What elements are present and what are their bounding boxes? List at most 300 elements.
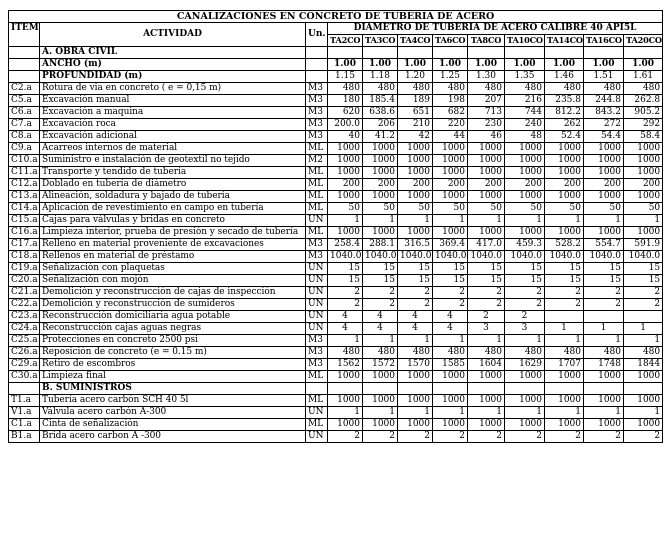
quantity-cell: 185.4 bbox=[363, 95, 398, 107]
quantity-cell: 4 bbox=[398, 311, 433, 323]
quantity-cell: 52.4 bbox=[545, 131, 584, 143]
quantity-cell: 2 bbox=[328, 287, 363, 299]
empty-cell bbox=[9, 383, 40, 395]
dimension-value: 1.35 bbox=[505, 71, 545, 83]
quantity-cell: 198 bbox=[433, 95, 468, 107]
item-code: C8.a bbox=[9, 131, 40, 143]
quantity-cell: 417.0 bbox=[468, 239, 505, 251]
quantity-cell: 1000 bbox=[505, 143, 545, 155]
table-row bbox=[9, 263, 663, 275]
quantity-cell: 2 bbox=[584, 431, 624, 443]
quantity-cell: 1000 bbox=[398, 143, 433, 155]
quantity-cell: 1000 bbox=[584, 191, 624, 203]
dimension-value: 1.00 bbox=[468, 59, 505, 71]
activity-description: Doblado en tubería de diámetro bbox=[40, 179, 306, 191]
quantity-cell: 1000 bbox=[398, 167, 433, 179]
table-row bbox=[9, 299, 663, 311]
activity-header: ACTIVIDAD bbox=[40, 23, 306, 47]
quantity-cell: 288.1 bbox=[363, 239, 398, 251]
quantity-cell: 180 bbox=[328, 95, 363, 107]
quantity-cell: 1000 bbox=[433, 371, 468, 383]
quantity-cell: 1707 bbox=[545, 359, 584, 371]
quantity-cell bbox=[624, 311, 663, 323]
quantity-cell: 15 bbox=[584, 263, 624, 275]
activity-description: Excavación adicional bbox=[40, 131, 306, 143]
diameter-code-header: TA10CO bbox=[505, 35, 545, 47]
quantity-cell: 1 bbox=[433, 335, 468, 347]
diameter-code-header: TA8CO bbox=[468, 35, 505, 47]
table-row bbox=[9, 407, 663, 419]
quantity-cell: 15 bbox=[545, 275, 584, 287]
quantity-cell: 1 bbox=[468, 335, 505, 347]
quantity-cell: 50 bbox=[584, 203, 624, 215]
quantity-cell: 1000 bbox=[433, 419, 468, 431]
activity-description: Protecciones en concreto 2500 psi bbox=[40, 335, 306, 347]
quantity-cell: 480 bbox=[624, 347, 663, 359]
quantity-cell: 1000 bbox=[328, 371, 363, 383]
item-code: C1.a bbox=[9, 419, 40, 431]
quantity-cell: 1000 bbox=[545, 143, 584, 155]
quantity-cell: 262.8 bbox=[624, 95, 663, 107]
dimension-value: 1.46 bbox=[545, 71, 584, 83]
quantity-cell: 713 bbox=[468, 107, 505, 119]
quantity-cell: 15 bbox=[433, 275, 468, 287]
quantity-cell: 42 bbox=[398, 131, 433, 143]
unit-cell: M2 bbox=[306, 155, 328, 167]
dimension-value: 1.30 bbox=[468, 71, 505, 83]
table-body bbox=[9, 47, 663, 443]
quantity-cell: 210 bbox=[398, 119, 433, 131]
quantity-cell: 1000 bbox=[624, 191, 663, 203]
unit-cell: ML bbox=[306, 203, 328, 215]
unit-cell: UN bbox=[306, 275, 328, 287]
quantity-cell: 1000 bbox=[545, 155, 584, 167]
quantity-cell: 1 bbox=[363, 335, 398, 347]
quantity-cell: 1040.0 bbox=[398, 251, 433, 263]
quantity-cell: 1000 bbox=[468, 227, 505, 239]
activity-description: Excavación roca bbox=[40, 119, 306, 131]
item-code: C15.a bbox=[9, 215, 40, 227]
table-row bbox=[9, 143, 663, 155]
table-row bbox=[9, 251, 663, 263]
quantity-cell: 1 bbox=[328, 215, 363, 227]
quantity-cell: 15 bbox=[624, 275, 663, 287]
quantity-cell: 244.8 bbox=[584, 95, 624, 107]
empty-cell bbox=[9, 47, 40, 59]
quantity-cell: 620 bbox=[328, 107, 363, 119]
quantity-cell: 1 bbox=[328, 335, 363, 347]
quantity-cell: 1000 bbox=[624, 371, 663, 383]
diameter-code-header: TA3CO bbox=[363, 35, 398, 47]
diameter-code-header: TA14CO bbox=[545, 35, 584, 47]
diameter-header: DIAMETRO DE TUBERIA DE ACERO CALIBRE 40 API5L bbox=[328, 23, 663, 35]
table-row bbox=[9, 95, 663, 107]
quantity-cell: 1 bbox=[624, 323, 663, 335]
quantity-cell: 58.4 bbox=[624, 131, 663, 143]
quantity-cell: 1 bbox=[545, 407, 584, 419]
quantity-cell: 1000 bbox=[624, 419, 663, 431]
quantity-cell: 200 bbox=[328, 179, 363, 191]
unit-cell: M3 bbox=[306, 95, 328, 107]
quantity-cell: 459.3 bbox=[505, 239, 545, 251]
quantity-cell: 206 bbox=[363, 119, 398, 131]
unit-cell: ML bbox=[306, 419, 328, 431]
quantity-cell: 50 bbox=[363, 203, 398, 215]
quantity-cell: 1000 bbox=[398, 395, 433, 407]
empty-cell bbox=[468, 47, 505, 59]
quantity-cell: 240 bbox=[505, 119, 545, 131]
dimension-value: 1.00 bbox=[545, 59, 584, 71]
quantity-cell: 1040.0 bbox=[624, 251, 663, 263]
quantity-cell: 46 bbox=[468, 131, 505, 143]
unit-cell: ML bbox=[306, 167, 328, 179]
item-code: C17.a bbox=[9, 239, 40, 251]
quantity-cell: 638.6 bbox=[363, 107, 398, 119]
quantity-cell: 2 bbox=[433, 431, 468, 443]
dimension-value: 1.20 bbox=[398, 71, 433, 83]
unit-cell: UN bbox=[306, 287, 328, 299]
quantity-cell: 1000 bbox=[624, 155, 663, 167]
table-row bbox=[9, 191, 663, 203]
quantity-cell: 4 bbox=[363, 323, 398, 335]
quantity-cell: 843.2 bbox=[584, 107, 624, 119]
quantity-cell: 50 bbox=[505, 203, 545, 215]
dimension-value: 1.00 bbox=[398, 59, 433, 71]
quantity-cell: 200.0 bbox=[328, 119, 363, 131]
item-header: ITEM bbox=[9, 23, 40, 47]
quantity-cell: 1629 bbox=[505, 359, 545, 371]
dimension-value: 1.00 bbox=[433, 59, 468, 71]
item-code: V1.a bbox=[9, 407, 40, 419]
quantity-cell: 216 bbox=[505, 95, 545, 107]
quantity-cell: 15 bbox=[468, 263, 505, 275]
quantity-cell: 480 bbox=[433, 347, 468, 359]
quantity-cell: 1000 bbox=[398, 155, 433, 167]
table-row bbox=[9, 419, 663, 431]
quantity-cell: 2 bbox=[328, 431, 363, 443]
table-row bbox=[9, 203, 663, 215]
quantity-cell: 1000 bbox=[468, 167, 505, 179]
dimension-value: 1.15 bbox=[328, 71, 363, 83]
item-code: C21.a bbox=[9, 287, 40, 299]
quantity-cell: 1 bbox=[433, 407, 468, 419]
unit-cell: UN bbox=[306, 299, 328, 311]
dimension-value: 1.61 bbox=[624, 71, 663, 83]
quantity-cell: 2 bbox=[363, 287, 398, 299]
item-code: C7.a bbox=[9, 119, 40, 131]
quantity-cell: 2 bbox=[468, 299, 505, 311]
quantity-cell: 1 bbox=[505, 407, 545, 419]
empty-cell bbox=[624, 47, 663, 59]
quantity-cell: 1 bbox=[363, 215, 398, 227]
dimension-value: 1.00 bbox=[328, 59, 363, 71]
quantity-cell: 1040.0 bbox=[433, 251, 468, 263]
quantity-cell: 1000 bbox=[584, 371, 624, 383]
quantity-cell: 3 bbox=[468, 323, 505, 335]
quantity-cell: 1 bbox=[468, 407, 505, 419]
quantity-cell: 1000 bbox=[505, 419, 545, 431]
quantity-cell: 1000 bbox=[363, 167, 398, 179]
dimension-value: 1.00 bbox=[363, 59, 398, 71]
quantity-cell: 235.8 bbox=[545, 95, 584, 107]
quantity-cell: 1000 bbox=[468, 155, 505, 167]
quantity-cell: 2 bbox=[505, 431, 545, 443]
quantity-cell: 15 bbox=[468, 275, 505, 287]
quantity-cell: 2 bbox=[505, 287, 545, 299]
activity-description: Tubería acero carbón SCH 40 5l bbox=[40, 395, 306, 407]
activity-description: Transporte y tendido de tubería bbox=[40, 167, 306, 179]
quantity-cell: 480 bbox=[505, 83, 545, 95]
quantity-cell: 292 bbox=[624, 119, 663, 131]
quantity-cell: 1000 bbox=[468, 419, 505, 431]
quantity-cell: 50 bbox=[468, 203, 505, 215]
quantity-cell: 1000 bbox=[505, 167, 545, 179]
quantity-cell: 480 bbox=[398, 83, 433, 95]
dimension-value: 1.00 bbox=[505, 59, 545, 71]
quantity-cell: 1 bbox=[584, 407, 624, 419]
quantity-cell: 480 bbox=[624, 83, 663, 95]
quantity-cell: 2 bbox=[363, 431, 398, 443]
quantity-cell: 1 bbox=[584, 215, 624, 227]
quantity-cell: 1000 bbox=[584, 419, 624, 431]
quantity-cell: 4 bbox=[433, 323, 468, 335]
quantity-cell: 480 bbox=[545, 347, 584, 359]
activity-description: Excavación manual bbox=[40, 95, 306, 107]
unit-cell: M3 bbox=[306, 83, 328, 95]
activity-description: Excavación a maquina bbox=[40, 107, 306, 119]
item-code: C14.a bbox=[9, 203, 40, 215]
quantity-cell: 2 bbox=[545, 299, 584, 311]
item-code: C12.a bbox=[9, 179, 40, 191]
diameter-code-header: TA16CO bbox=[584, 35, 624, 47]
quantity-cell: 2 bbox=[468, 431, 505, 443]
quantity-cell: 1000 bbox=[433, 227, 468, 239]
quantity-cell: 2 bbox=[584, 299, 624, 311]
unit-cell: UN bbox=[306, 323, 328, 335]
unit-cell: UN bbox=[306, 431, 328, 443]
diameter-code-header: TA2CO bbox=[328, 35, 363, 47]
quantity-cell: 1000 bbox=[584, 143, 624, 155]
quantity-cell: 1585 bbox=[433, 359, 468, 371]
table-row bbox=[9, 335, 663, 347]
quantity-cell: 200 bbox=[468, 179, 505, 191]
table-row bbox=[9, 359, 663, 371]
quantity-cell: 2 bbox=[468, 311, 505, 323]
quantity-cell: 272 bbox=[584, 119, 624, 131]
item-code: C19.a bbox=[9, 263, 40, 275]
item-code: C16.a bbox=[9, 227, 40, 239]
quantity-cell: 480 bbox=[363, 83, 398, 95]
unit-cell: ML bbox=[306, 395, 328, 407]
quantity-cell: 262 bbox=[545, 119, 584, 131]
table-row bbox=[9, 167, 663, 179]
quantity-cell: 189 bbox=[398, 95, 433, 107]
quantity-cell: 4 bbox=[398, 323, 433, 335]
quantity-cell: 1 bbox=[398, 215, 433, 227]
empty-cell bbox=[433, 383, 468, 395]
empty-cell bbox=[306, 47, 328, 59]
quantity-cell: 1040.0 bbox=[545, 251, 584, 263]
quantity-cell: 1000 bbox=[328, 191, 363, 203]
quantity-cell: 651 bbox=[398, 107, 433, 119]
dimension-value: 1.25 bbox=[433, 71, 468, 83]
quantity-cell: 1000 bbox=[363, 227, 398, 239]
activity-description: Rellenos en material de préstamo bbox=[40, 251, 306, 263]
quantity-cell: 1000 bbox=[363, 155, 398, 167]
quantity-cell: 207 bbox=[468, 95, 505, 107]
quantity-cell: 1 bbox=[545, 335, 584, 347]
empty-cell bbox=[398, 47, 433, 59]
quantity-cell: 15 bbox=[505, 275, 545, 287]
quantity-cell: 2 bbox=[545, 287, 584, 299]
quantity-cell: 528.2 bbox=[545, 239, 584, 251]
empty-cell bbox=[9, 71, 40, 83]
quantity-cell: 1000 bbox=[398, 227, 433, 239]
activity-description: Reconstrucción cajas aguas negras bbox=[40, 323, 306, 335]
empty-cell bbox=[306, 59, 328, 71]
quantity-cell: 200 bbox=[433, 179, 468, 191]
diameter-code-header: TA20CO bbox=[624, 35, 663, 47]
table-row bbox=[9, 107, 663, 119]
table-title: CANALIZACIONES EN CONCRETO DE TUBERIA DE ACERO bbox=[9, 11, 663, 23]
quantity-cell: 15 bbox=[398, 275, 433, 287]
quantity-cell: 3 bbox=[505, 323, 545, 335]
quantity-cell: 1000 bbox=[468, 395, 505, 407]
quantity-cell: 1 bbox=[584, 335, 624, 347]
section-civil-works bbox=[9, 47, 663, 59]
empty-cell bbox=[468, 383, 505, 395]
item-code: C6.a bbox=[9, 107, 40, 119]
quantity-cell: 1 bbox=[545, 215, 584, 227]
quantity-cell: 1000 bbox=[363, 395, 398, 407]
quantity-cell: 1000 bbox=[505, 395, 545, 407]
item-code: C10.a bbox=[9, 155, 40, 167]
quantity-cell: 1000 bbox=[398, 371, 433, 383]
quantity-cell: 1000 bbox=[584, 155, 624, 167]
quantity-cell: 1000 bbox=[363, 371, 398, 383]
item-code: C26.a bbox=[9, 347, 40, 359]
empty-cell bbox=[328, 47, 363, 59]
quantity-cell: 200 bbox=[363, 179, 398, 191]
activity-description: Señalización con mojón bbox=[40, 275, 306, 287]
quantity-cell: 1 bbox=[433, 215, 468, 227]
table-row bbox=[9, 119, 663, 131]
quantity-cell: 15 bbox=[624, 263, 663, 275]
quantity-cell: 1000 bbox=[398, 191, 433, 203]
item-code: C22.a bbox=[9, 299, 40, 311]
quantity-cell bbox=[545, 311, 584, 323]
quantity-cell: 4 bbox=[328, 323, 363, 335]
activity-description: Limpieza final bbox=[40, 371, 306, 383]
quantity-cell: 1000 bbox=[363, 191, 398, 203]
quantity-cell: 554.7 bbox=[584, 239, 624, 251]
quantity-cell: 1000 bbox=[545, 419, 584, 431]
activity-description: Relleno en material proveniente de excavaciones bbox=[40, 239, 306, 251]
table-row bbox=[9, 215, 663, 227]
quantity-cell: 200 bbox=[584, 179, 624, 191]
quantity-cell: 1040.0 bbox=[328, 251, 363, 263]
unit-cell: ML bbox=[306, 227, 328, 239]
quantity-cell: 682 bbox=[433, 107, 468, 119]
quantity-cell: 1000 bbox=[468, 371, 505, 383]
quantity-cell: 2 bbox=[505, 311, 545, 323]
table-row bbox=[9, 431, 663, 443]
empty-cell bbox=[306, 383, 328, 395]
quantity-cell: 1040.0 bbox=[584, 251, 624, 263]
quantity-cell: 1000 bbox=[328, 395, 363, 407]
activity-description: Válvula acero carbón A-300 bbox=[40, 407, 306, 419]
quantity-cell: 200 bbox=[505, 179, 545, 191]
quantity-cell: 2 bbox=[398, 287, 433, 299]
table-row bbox=[9, 287, 663, 299]
table-row bbox=[9, 227, 663, 239]
activity-description: Cajas para válvulas y bridas en concreto bbox=[40, 215, 306, 227]
empty-cell bbox=[624, 383, 663, 395]
item-code: B1.a bbox=[9, 431, 40, 443]
empty-cell bbox=[363, 383, 398, 395]
quantity-cell: 1 bbox=[624, 335, 663, 347]
quantity-cell: 44 bbox=[433, 131, 468, 143]
activity-description: Suministro e instalación de geotextil no tejido bbox=[40, 155, 306, 167]
item-code: C11.a bbox=[9, 167, 40, 179]
item-code: C20.a bbox=[9, 275, 40, 287]
quantity-cell: 369.4 bbox=[433, 239, 468, 251]
quantity-cell: 591.9 bbox=[624, 239, 663, 251]
quantity-cell: 1 bbox=[505, 335, 545, 347]
unit-cell: UN bbox=[306, 407, 328, 419]
quantity-cell: 1000 bbox=[584, 167, 624, 179]
quantity-cell: 200 bbox=[545, 179, 584, 191]
empty-cell bbox=[306, 71, 328, 83]
table-row bbox=[9, 347, 663, 359]
quantity-cell: 50 bbox=[624, 203, 663, 215]
quantity-cell: 1040.0 bbox=[363, 251, 398, 263]
activity-description: Acarreos internos de material bbox=[40, 143, 306, 155]
table-row bbox=[9, 275, 663, 287]
quantity-cell: 744 bbox=[505, 107, 545, 119]
quantity-cell: 1570 bbox=[398, 359, 433, 371]
quantity-cell: 905.2 bbox=[624, 107, 663, 119]
quantity-cell bbox=[584, 311, 624, 323]
quantity-cell: 15 bbox=[505, 263, 545, 275]
quantity-cell: 480 bbox=[584, 347, 624, 359]
activity-description: Retiro de escombros bbox=[40, 359, 306, 371]
quantity-cell: 41.2 bbox=[363, 131, 398, 143]
quantity-cell: 4 bbox=[433, 311, 468, 323]
quantity-cell: 1000 bbox=[624, 143, 663, 155]
quantity-cell: 480 bbox=[545, 83, 584, 95]
activity-description: Alineación, soldadura y bajado de tubería bbox=[40, 191, 306, 203]
empty-cell bbox=[328, 383, 363, 395]
item-code: C24.a bbox=[9, 323, 40, 335]
table-row bbox=[9, 83, 663, 95]
quantity-cell: 1000 bbox=[433, 191, 468, 203]
unit-cell: UN bbox=[306, 215, 328, 227]
quantity-cell: 480 bbox=[363, 347, 398, 359]
quantity-cell: 1000 bbox=[433, 167, 468, 179]
dimension-label: ANCHO (m) bbox=[40, 59, 306, 71]
quantity-cell: 1000 bbox=[624, 167, 663, 179]
activity-description: Rotura de via en concreto ( e = 0,15 m) bbox=[40, 83, 306, 95]
quantity-cell: 15 bbox=[433, 263, 468, 275]
quantity-cell: 1000 bbox=[505, 155, 545, 167]
quantity-cell: 1000 bbox=[624, 227, 663, 239]
table-row bbox=[9, 131, 663, 143]
unit-cell: M3 bbox=[306, 107, 328, 119]
quantity-cell: 480 bbox=[584, 83, 624, 95]
quantity-cell: 1000 bbox=[624, 395, 663, 407]
unit-header: Un. bbox=[306, 23, 328, 47]
